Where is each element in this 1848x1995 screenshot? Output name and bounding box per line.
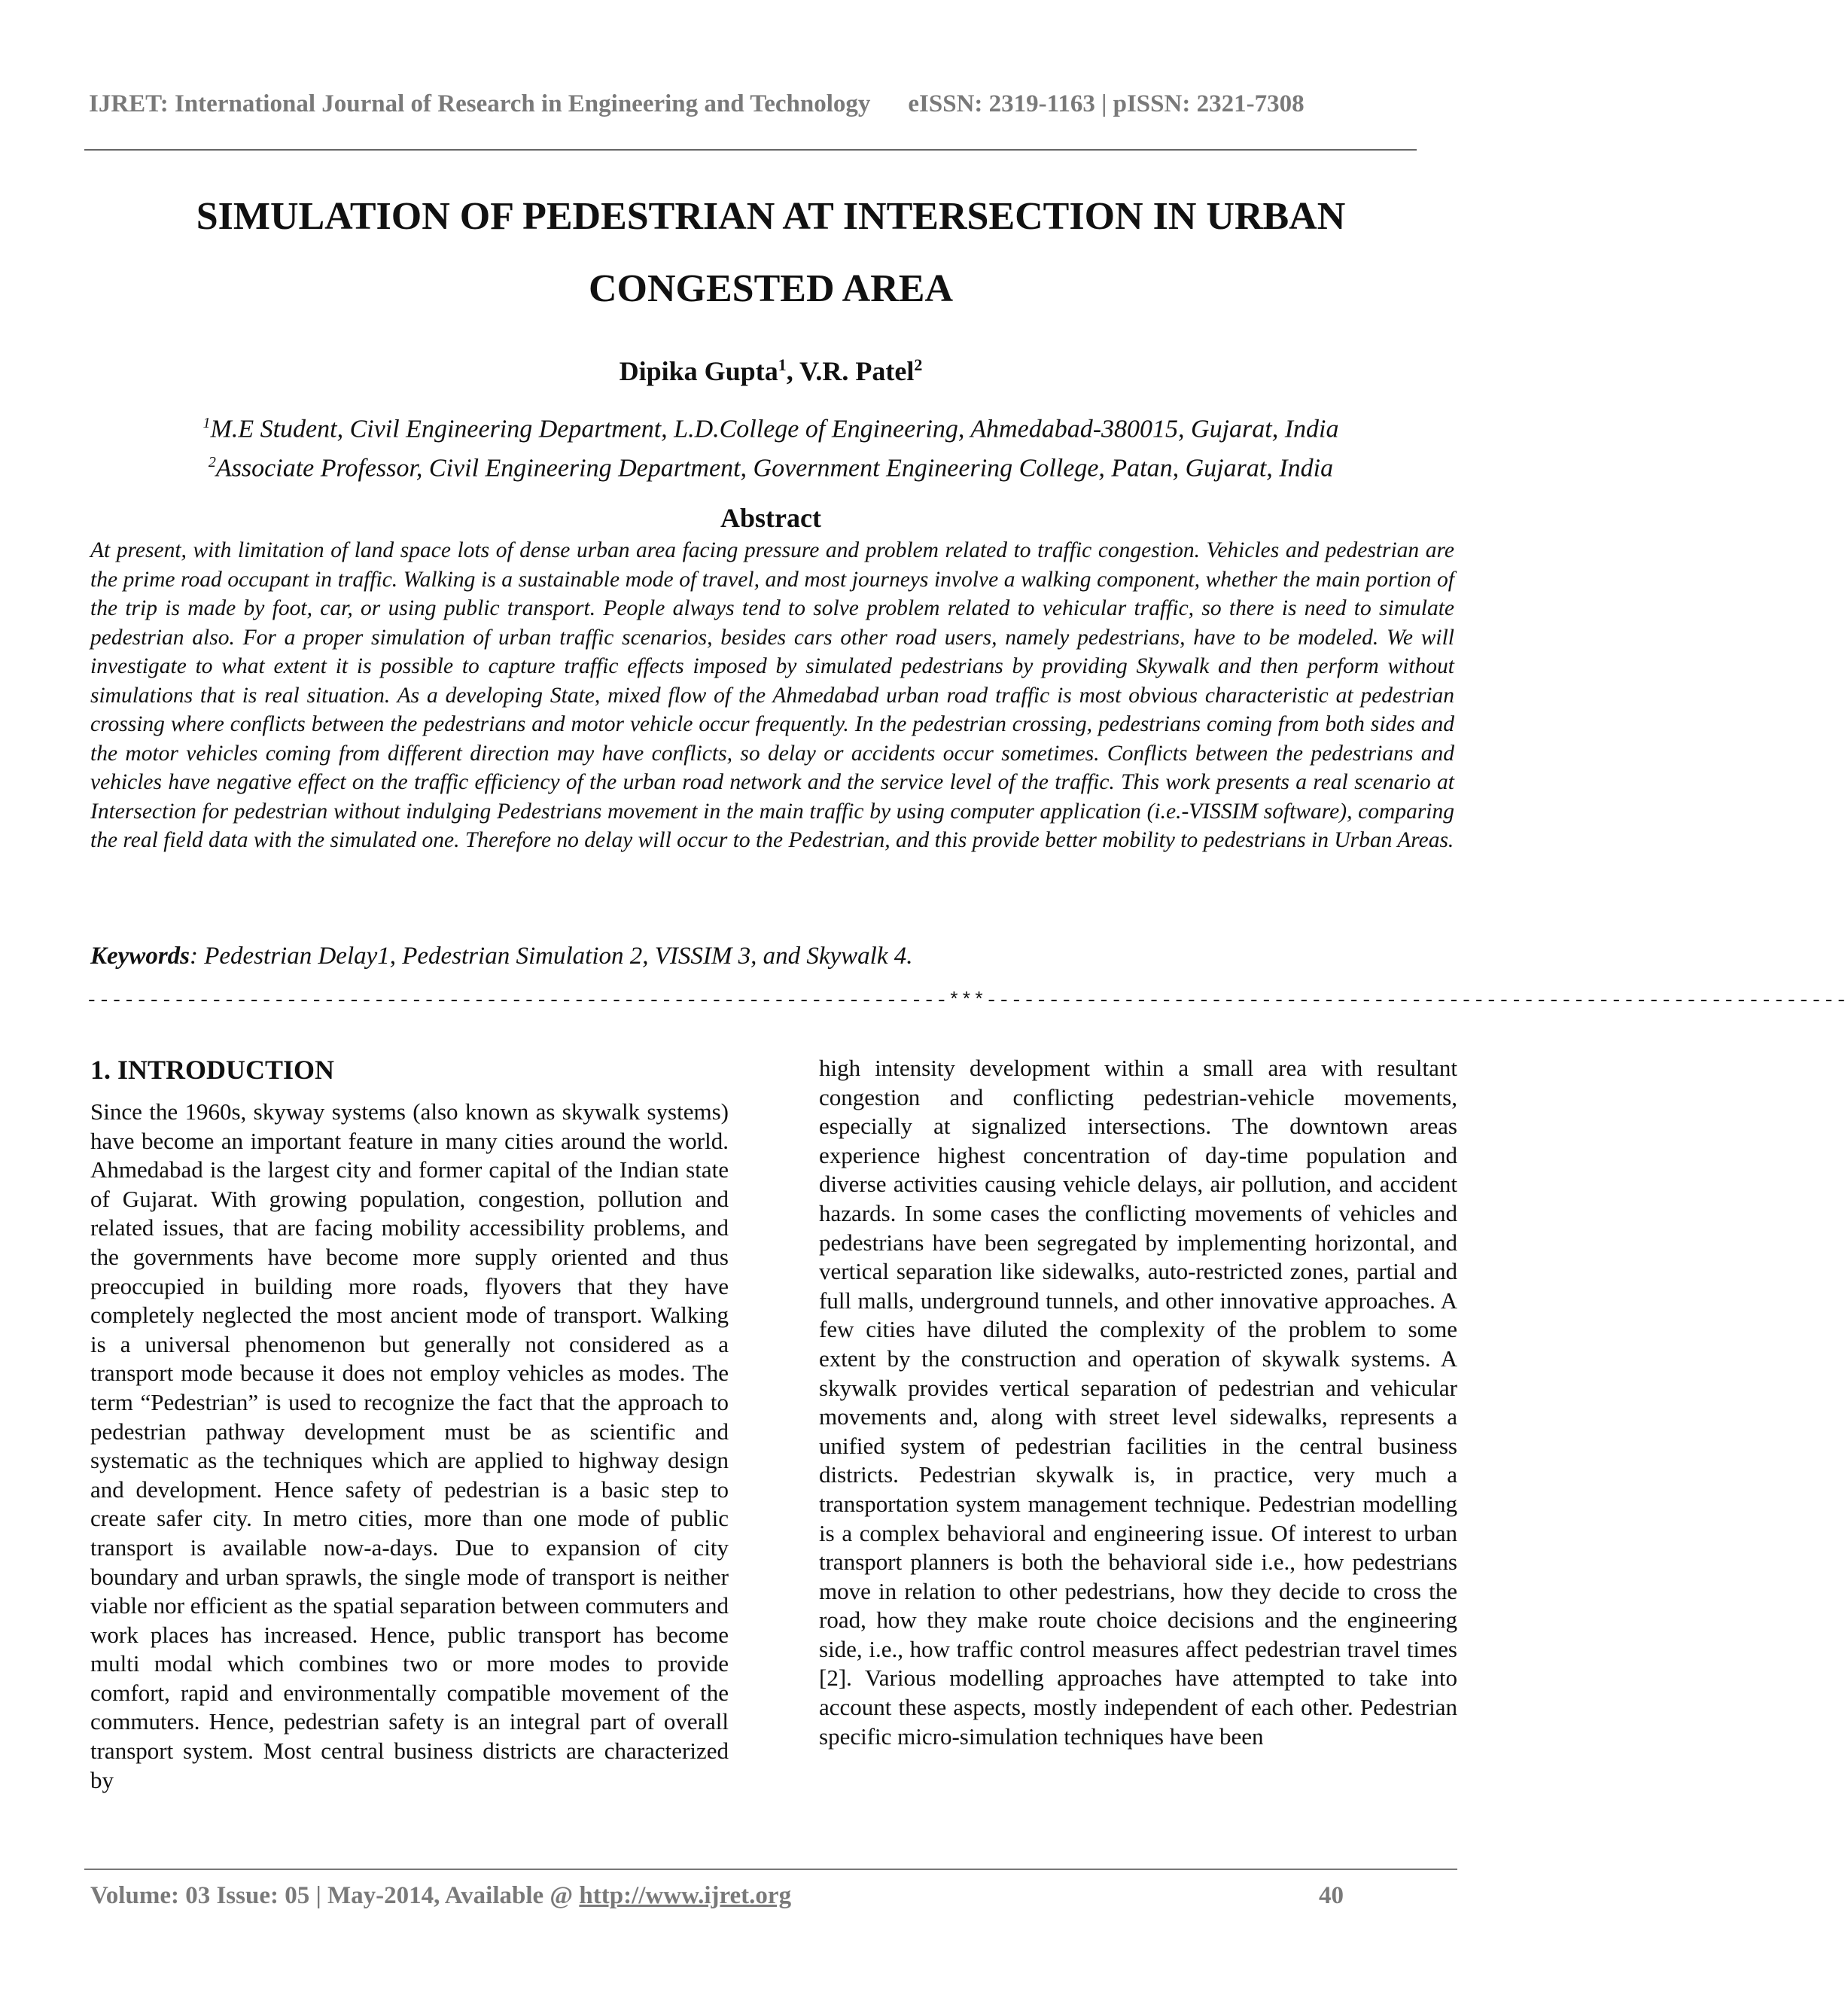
journal-name: IJRET: International Journal of Research in Engineering and Technology xyxy=(89,90,871,117)
author-list xyxy=(84,355,1457,387)
author-separator: , xyxy=(786,356,800,386)
abstract-heading: Abstract xyxy=(720,503,821,533)
abstract-text: At present, with limitation of land space lots of dense urban area facing pressure and problem related to traffic congestion. Vehicles and pedestrian are the prime road occupant in traffic. Walking is a sustainable mode of travel, and most journeys involve a walking component, whether the main portion of the trip is made by foot, car, or using public transport. People always tend to solve problem related to vehicular traffic, so there is need to simulate pedestrian also. For a proper simulation of urban traffic scenarios, besides cars other road users, namely pedestrians, have to be modeled. We will investigate to what extent it is possible to capture traffic effects imposed by simulated pedestrians by providing Skywalk and then perform without simulations that is real situation. As a developing State, mixed flow of the Ahmedabad urban road traffic is most obvious characteristic at pedestrian crossing where conflicts between the pedestrians and motor vehicle occur frequently. In the pedestrian crossing, pedestrians coming from both sides and the motor vehicles coming from different direction may have conflicts, so delay or accidents occur sometimes. Conflicts between the pedestrians and vehicles have negative effect on the traffic efficiency of the urban road network and the service level of the traffic. This work presents a real scenario at Intersection for pedestrian without indulging Pedestrians movement in the main traffic by using computer application (i.e.-VISSIM software), comparing the real field data with the simulated one. Therefore no delay will occur to the Pedestrian, and this provide better mobility to pedestrians in Urban Areas. xyxy=(90,538,1454,852)
paper-title xyxy=(84,181,1457,325)
author-2: V.R. Patel xyxy=(799,356,915,386)
section-heading-introduction: 1. INTRODUCTION xyxy=(90,1055,335,1085)
title-line-2: CONGESTED AREA xyxy=(589,267,953,310)
footer-rule xyxy=(84,1869,1457,1870)
affiliation-1-text: M.E Student, Civil Engineering Department, L.D.College of Engineering, Ahmedabad-380015, Gujarat, India xyxy=(210,415,1339,443)
footer-volume: Volume: 03 Issue: 05 | May-2014, Available @ xyxy=(90,1882,580,1909)
page-number: 40 xyxy=(1319,1882,1344,1909)
affiliation-2-text: Associate Professor, Civil Engineering Department, Government Engineering College, Patan, Gujarat, India xyxy=(215,454,1334,483)
section-separator: ---------------------------------------------------------------------***--------------------------------------------------------------------- xyxy=(86,989,1848,1012)
introduction-column-left: Since the 1960s, skyway systems (also known as skywalk systems) have become an important feature in many cities around the world. Ahmedabad is the largest city and former capital of the Indian state of Gujarat. With growing population, congestion, pollution and related issues, that are facing mobility accessibility problems, and the governments have become more supply oriented and thus preoccupied in building more roads, flyovers that they have completely neglected the most ancient mode of transport. Walking is a universal phenomenon but generally not considered as a transport mode because it does not employ vehicles as modes. The term “Pedestrian” is used to recognize the fact that the approach to pedestrian pathway development must be as scientific and systematic as the techniques which are applied to highway design and development. Hence safety of pedestrian is a basic step to create safer city. In metro cities, more than one mode of public transport is available now-a-days. Due to expansion of city boundary and urban sprawls, the single mode of transport is neither viable nor efficient as the spatial separation between commuters and work places has increased. Hence, public transport has become multi modal which combines two or more modes to provide comfort, rapid and environmentally compatible movement of the commuters. Hence, pedestrian safety is an integral part of overall transport system. Most central business districts are characterized by xyxy=(90,1098,729,1793)
affiliation-1 xyxy=(84,407,1457,446)
running-footer xyxy=(90,1882,1347,1910)
introduction-column-right: high intensity development within a small area with resultant congestion and conflicting pedestrian-vehicle movements, especially at signalized intersections. The downtown areas experience highest concentration of day-time population and diverse activities causing vehicle delays, air pollution, and accident hazards. In some cases the conflicting movements of vehicles and pedestrians have been segregated by implementing horizontal, and vertical separation like sidewalks, auto-restricted zones, partial and full malls, underground tunnels, and other innovative approaches. A few cities have diluted the complexity of the problem to some extent by the construction and operation of skywalk systems. A skywalk provides vertical separation of pedestrian and vehicular movements and, along with street level sidewalks, represents a unified system of pedestrian facilities in the central business districts. Pedestrian skywalk is, in practice, very much a transportation system management technique. Pedestrian modelling is a complex behavioral and engineering issue. Of interest to urban transport planners is both the behavioral side i.e., how pedestrians move in relation to other pedestrians, how they decide to cross the road, how they make route choice decisions and the engineering side, i.e., how traffic control measures affect pedestrian travel times [2]. Various modelling approaches have attempted to take into account these aspects, mostly independent of each other. Pedestrian specific micro-simulation techniques have been xyxy=(819,1055,1457,1750)
affiliation-1-sup: 1 xyxy=(202,415,211,431)
author-1: Dipika Gupta xyxy=(619,356,778,386)
running-header xyxy=(89,90,1414,118)
footer-url-link[interactable]: http://www.ijret.org xyxy=(579,1882,792,1909)
affiliation-2-sup: 2 xyxy=(208,454,216,471)
affiliations xyxy=(84,407,1457,486)
title-line-1: SIMULATION OF PEDESTRIAN AT INTERSECTION IN URBAN xyxy=(196,195,1346,238)
keywords xyxy=(90,943,1454,970)
affiliation-2 xyxy=(84,446,1457,485)
author-1-sup: 1 xyxy=(778,355,787,374)
keywords-label: Keywords xyxy=(90,943,190,970)
header-rule xyxy=(84,149,1417,151)
keywords-text: : Pedestrian Delay1, Pedestrian Simulation 2, VISSIM 3, and Skywalk 4. xyxy=(190,943,913,970)
author-2-sup: 2 xyxy=(914,355,923,374)
journal-issn: eISSN: 2319-1163 | pISSN: 2321-7308 xyxy=(908,90,1305,117)
